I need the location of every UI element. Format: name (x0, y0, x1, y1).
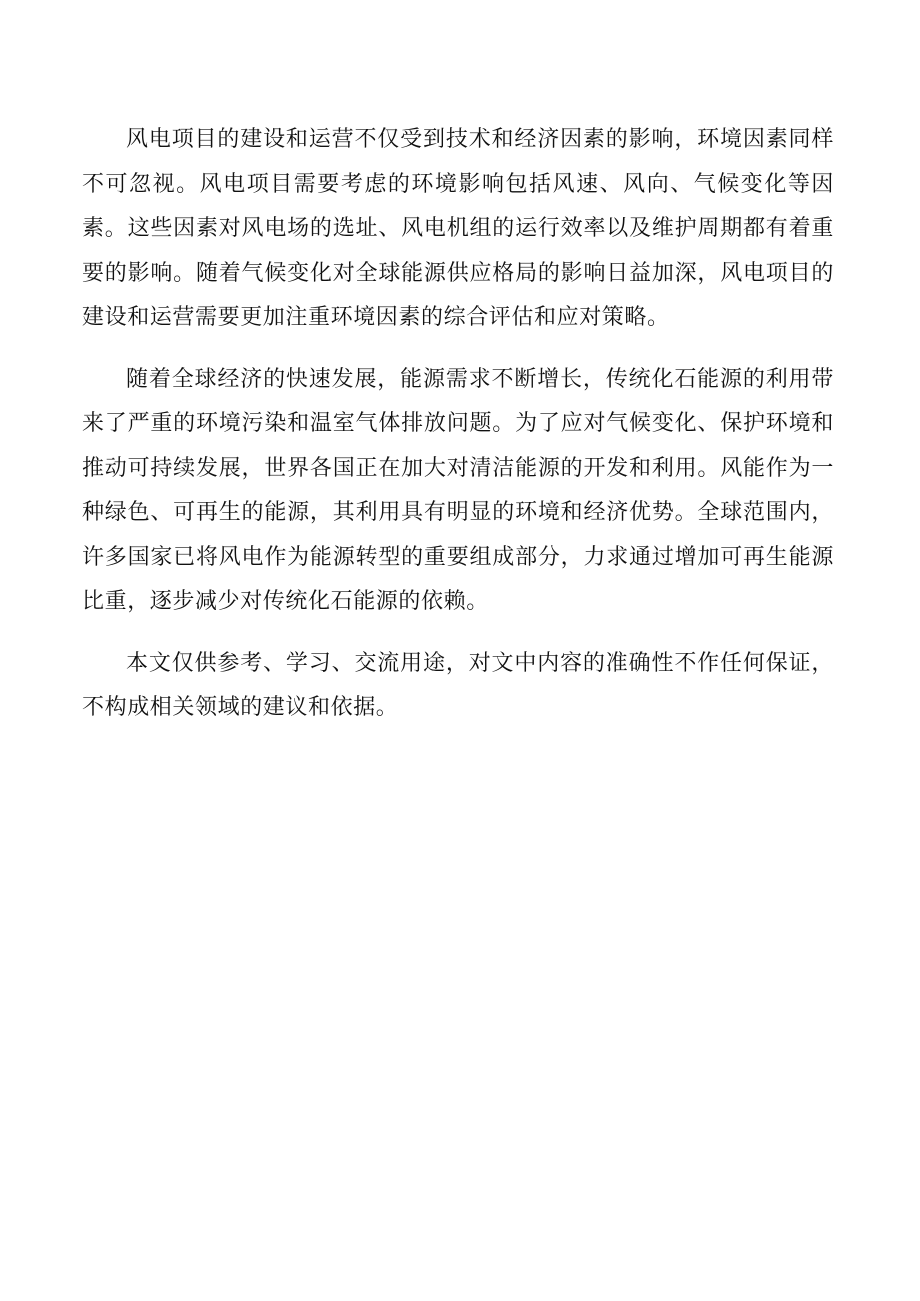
paragraph-wind-environment: 风电项目的建设和运营不仅受到技术和经济因素的影响，环境因素同样不可忽视。风电项目需要考虑的环境影响包括风速、风向、气候变化等因素。这些因素对风电场的选址、风电机组的运行效率以及维护周期都有着重要的影响。随着气候变化对全球能源供应格局的影响日益加深，风电项目的建设和运营需要更加注重环境因素的综合评估和应对策略。 (82, 127, 834, 330)
document-page (82, 118, 834, 748)
paragraph-global-energy: 随着全球经济的快速发展，能源需求不断增长，传统化石能源的利用带来了严重的环境污染和温室气体排放问题。为了应对气候变化、保护环境和推动可持续发展，世界各国正在加大对清洁能源的开发和利用。风能作为一种绿色、可再生的能源，其利用具有明显的环境和经济优势。全球范围内，许多国家已将风电作为能源转型的重要组成部分，力求通过增加可再生能源比重，逐步减少对传统化石能源的依赖。 (82, 366, 834, 614)
paragraph-disclaimer: 本文仅供参考、学习、交流用途，对文中内容的准确性不作任何保证，不构成相关领域的建议和依据。 (82, 650, 834, 720)
